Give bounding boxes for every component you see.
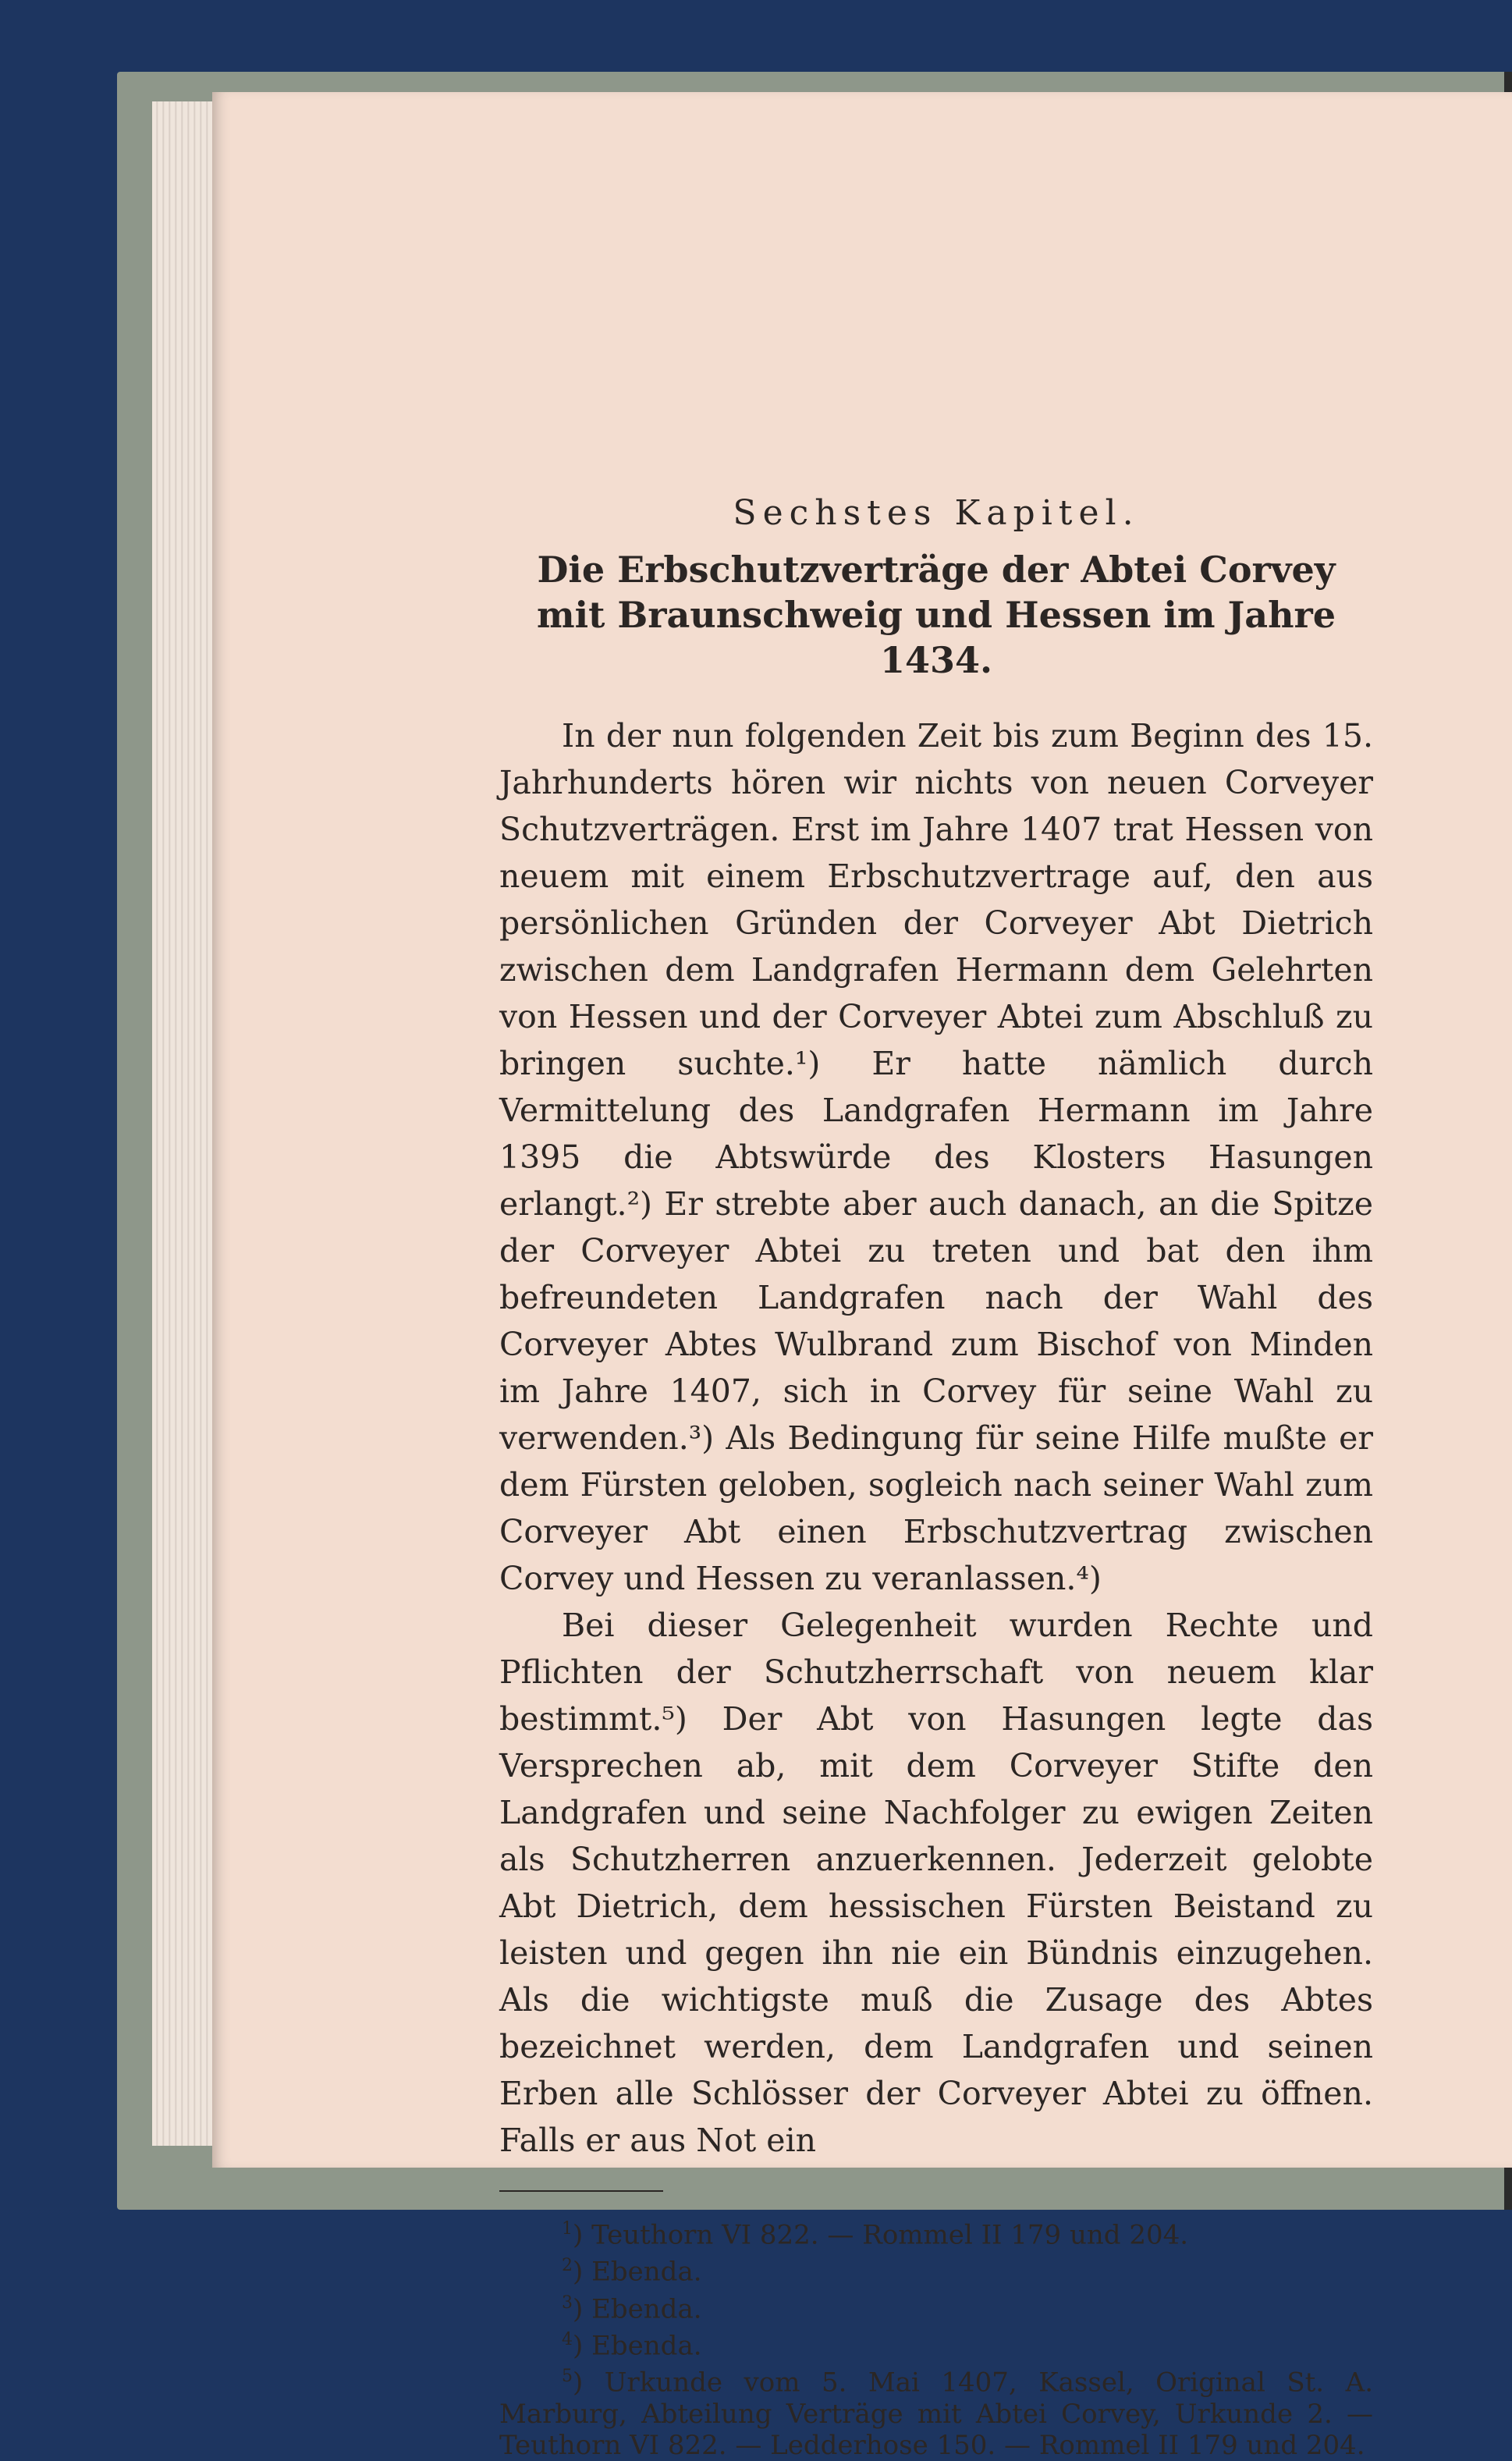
footnote-1: $^1$) Teuthorn VI 822. — Rommel II 179 und 204. (562, 2219, 1189, 2251)
footnote-3: $^3$) Ebenda. (562, 2292, 702, 2324)
body-paragraph-1: In der nun folgenden Zeit bis zum Beginn des 15. Jahrhunderts hören wir nichts von neuen Corveyer Schutzverträgen. Erst im Jahre 1407 trat Hessen von neuem mit einem Erbschutzvertrage auf, den aus persönlichen Gründen der Corveyer Abt Dietrich zwischen dem Landgrafen Hermann dem Gelehrten von Hessen und der Corveyer Abtei zum Abschluß zu bringen suchte.¹) Er hatte nämlich durch Vermittelung des Landgrafen Hermann im Jahre 1395 die Abtswürde des Klosters Hasungen erlangt.²) Er strebte aber auch danach, an die Spitze der Corveyer Abtei zu treten und bat den ihm befreundeten Landgrafen nach der Wahl des Corveyer Abtes Wulbrand zum Bischof von Minden im Jahre 1407, sich in Corvey für seine Wahl zu verwenden.³) Als Bedingung für seine Hilfe mußte er dem Fürsten geloben, sogleich nach seiner Wahl zum Corveyer Abt einen Erbschutzvertrag zwischen Corvey und Hessen zu veranlassen.⁴) (499, 717, 1373, 1597)
chapter-label: Sechstes Kapitel. (733, 493, 1140, 533)
footnote-2: $^2$) Ebenda. (562, 2256, 702, 2288)
body-paragraph-2: Bei dieser Gelegenheit wurden Rechte und Pflichten der Schutzherrschaft von neuem klar bestimmt.⁵) Der Abt von Hasungen legte das Versprechen ab, mit dem Corveyer Stifte den Landgrafen und seine Nachfolger zu ewigen Zeiten als Schutzherren anzuerkennen. Jederzeit gelobte Abt Dietrich, dem hessischen Fürsten Beistand zu leisten und gegen ihn nie ein Bündnis einzugehen. Als die wichtigste muß die Zusage des Abtes bezeichnet werden, dem Landgrafen und seinen Erben alle Schlösser der Corveyer Abtei zu öffnen. Falls er aus Not ein (499, 1607, 1373, 2159)
footnote-divider (499, 2190, 663, 2192)
chapter-title: Die Erbschutzverträge der Abtei Corvey mit Braunschweig und Hessen im Jahre 1434. (536, 549, 1336, 681)
footnotes (499, 2214, 1373, 2461)
page-content (499, 493, 1373, 2461)
footnote-4: $^4$) Ebenda. (562, 2329, 702, 2362)
footnote-5: $^5$) Urkunde vom 5. Mai 1407, Kassel, Original St. A. Marburg, Abteilung Verträge mit Abtei Corvey, Urkunde 2. — Teuthorn VI 822. — Ledderhose 150. — Rommel II 179 und 204. (499, 2367, 1373, 2461)
